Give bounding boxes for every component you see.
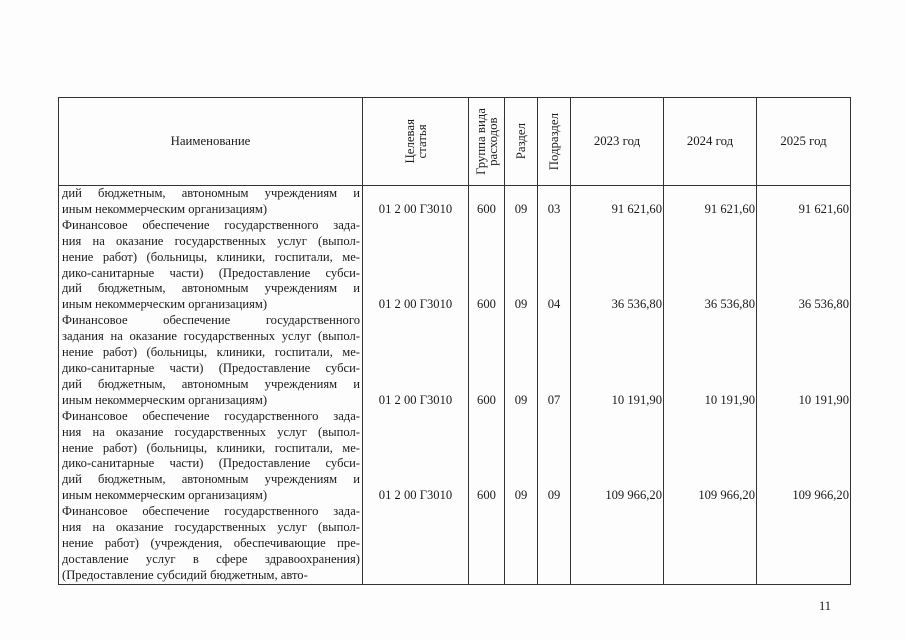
row-subsection xyxy=(538,186,571,218)
row-name-line: ния на оказание государственных услуг (выпол- xyxy=(62,520,360,535)
table-row xyxy=(59,504,851,584)
row-target-article xyxy=(363,409,469,504)
row-name-line: нение работ) (больницы, клиники, госпитали, ме- xyxy=(62,345,360,360)
row-name xyxy=(59,409,363,504)
row-expense-group xyxy=(469,409,505,504)
row-value-2024 xyxy=(664,313,757,408)
row-value-2023 xyxy=(571,313,664,408)
row-value-2025 xyxy=(757,218,851,313)
row-target-article-text: 01 2 00 Г3010 xyxy=(378,392,453,407)
row-subsection-text: 07 xyxy=(547,392,561,407)
row-name-line: нение работ) (больницы, клиники, госпитали, ме- xyxy=(62,440,360,455)
row-expense-group xyxy=(469,186,505,218)
table-row xyxy=(59,186,851,218)
row-value-2024 xyxy=(664,504,757,584)
row-name-line: дико-санитарные части) (Предоставление субси- xyxy=(62,360,360,375)
row-value-2023-text: 91 621,60 xyxy=(611,201,662,216)
row-section-text: 09 xyxy=(514,392,528,407)
row-name-line: дий бюджетным, автономным учреждениям и xyxy=(62,186,360,200)
header-section: Раздел xyxy=(505,98,538,186)
row-name-line: дико-санитарные части) (Предоставление субси- xyxy=(62,456,360,471)
row-section xyxy=(505,313,538,408)
row-name-line: Финансовое обеспечение государственного зада- xyxy=(62,408,360,423)
row-name-line: доставление услуг в сфере здравоохранения) xyxy=(62,551,360,566)
row-target-article xyxy=(363,504,469,584)
row-value-2025 xyxy=(757,504,851,584)
row-name-line: Финансовое обеспечение государственного xyxy=(62,313,360,328)
row-expense-group xyxy=(469,504,505,584)
row-value-2025 xyxy=(757,186,851,218)
row-value-2023-text: 10 191,90 xyxy=(611,392,662,407)
row-name-line: Финансовое обеспечение государственного зада- xyxy=(62,217,360,232)
header-expense-group: Группа вида расходов xyxy=(469,98,505,186)
row-name-line: нение работ) (больницы, клиники, госпитали, ме- xyxy=(62,249,360,264)
row-name-line: иным некоммерческим организациям) xyxy=(62,488,268,503)
row-name-line: дий бюджетным, автономным учреждениям и xyxy=(62,281,360,296)
row-value-2025-text: 109 966,20 xyxy=(792,488,849,503)
row-section-text: 09 xyxy=(514,201,528,216)
row-name-line: Финансовое обеспечение государственного зада- xyxy=(62,504,360,519)
row-value-2025 xyxy=(757,313,851,408)
row-section-text: 09 xyxy=(514,488,528,503)
row-value-2024-text: 109 966,20 xyxy=(698,488,755,503)
row-value-2024-text: 36 536,80 xyxy=(704,297,755,312)
header-year-2025: 2025 год xyxy=(757,98,851,186)
row-value-2023 xyxy=(571,504,664,584)
row-value-2023 xyxy=(571,218,664,313)
row-expense-group-text: 600 xyxy=(477,297,496,312)
row-subsection xyxy=(538,409,571,504)
row-section xyxy=(505,218,538,313)
row-name-line: ния на оказание государственных услуг (выпол- xyxy=(62,233,360,248)
row-name-line: иным некоммерческим организациям) xyxy=(62,392,268,407)
header-year-2023: 2023 год xyxy=(571,98,664,186)
row-value-2023 xyxy=(571,409,664,504)
row-value-2024 xyxy=(664,218,757,313)
header-target-article: Целевая статья xyxy=(363,98,469,186)
row-value-2024 xyxy=(664,409,757,504)
row-name-line: иным некоммерческим организациям) xyxy=(62,297,268,312)
row-subsection-text: 04 xyxy=(547,297,561,312)
row-value-2023-text: 109 966,20 xyxy=(605,488,662,503)
row-subsection xyxy=(538,218,571,313)
row-target-article-text: 01 2 00 Г3010 xyxy=(378,201,453,216)
row-section xyxy=(505,409,538,504)
row-target-article xyxy=(363,218,469,313)
table-row xyxy=(59,409,851,504)
row-value-2025-text: 91 621,60 xyxy=(798,201,849,216)
row-name xyxy=(59,313,363,408)
budget-table xyxy=(58,97,851,585)
row-expense-group xyxy=(469,218,505,313)
row-expense-group-text: 600 xyxy=(477,392,496,407)
row-name-line: дий бюджетным, автономным учреждениям и xyxy=(62,472,360,487)
row-target-article xyxy=(363,313,469,408)
row-value-2024-text: 91 621,60 xyxy=(704,201,755,216)
row-section-text: 09 xyxy=(514,297,528,312)
row-name-line: иным некоммерческим организациям) xyxy=(62,201,268,216)
page-number: 11 xyxy=(819,599,832,613)
row-value-2023-text: 36 536,80 xyxy=(611,297,662,312)
header-name: Наименование xyxy=(59,98,363,186)
row-name xyxy=(59,218,363,313)
table-row xyxy=(59,313,851,408)
row-name-line: (Предоставление субсидий бюджетным, авто- xyxy=(62,567,308,582)
table-header-row xyxy=(59,98,851,186)
row-value-2025-text: 10 191,90 xyxy=(798,392,849,407)
row-target-article xyxy=(363,186,469,218)
row-section xyxy=(505,504,538,584)
row-subsection xyxy=(538,313,571,408)
header-year-2024: 2024 год xyxy=(664,98,757,186)
row-value-2025-text: 36 536,80 xyxy=(798,297,849,312)
row-name xyxy=(59,504,363,584)
row-name-line: нение работ) (учреждения, обеспечивающие пре- xyxy=(62,535,360,550)
header-subsection: Подраздел xyxy=(538,98,571,186)
row-expense-group xyxy=(469,313,505,408)
table-row xyxy=(59,218,851,313)
row-subsection xyxy=(538,504,571,584)
row-name-line: дико-санитарные части) (Предоставление субси- xyxy=(62,265,360,280)
row-name-line: дий бюджетным, автономным учреждениям и xyxy=(62,376,360,391)
row-name-line: задания на оказание государственных услуг (выпол- xyxy=(62,329,360,344)
row-value-2024-text: 10 191,90 xyxy=(704,392,755,407)
row-value-2024 xyxy=(664,186,757,218)
row-expense-group-text: 600 xyxy=(477,488,496,503)
row-target-article-text: 01 2 00 Г3010 xyxy=(378,297,453,312)
row-subsection-text: 03 xyxy=(547,201,561,216)
row-section xyxy=(505,186,538,218)
row-name xyxy=(59,186,363,218)
row-value-2025 xyxy=(757,409,851,504)
row-expense-group-text: 600 xyxy=(477,201,496,216)
row-subsection-text: 09 xyxy=(547,488,561,503)
row-value-2023 xyxy=(571,186,664,218)
row-name-line: ния на оказание государственных услуг (выпол- xyxy=(62,424,360,439)
row-target-article-text: 01 2 00 Г3010 xyxy=(378,488,453,503)
